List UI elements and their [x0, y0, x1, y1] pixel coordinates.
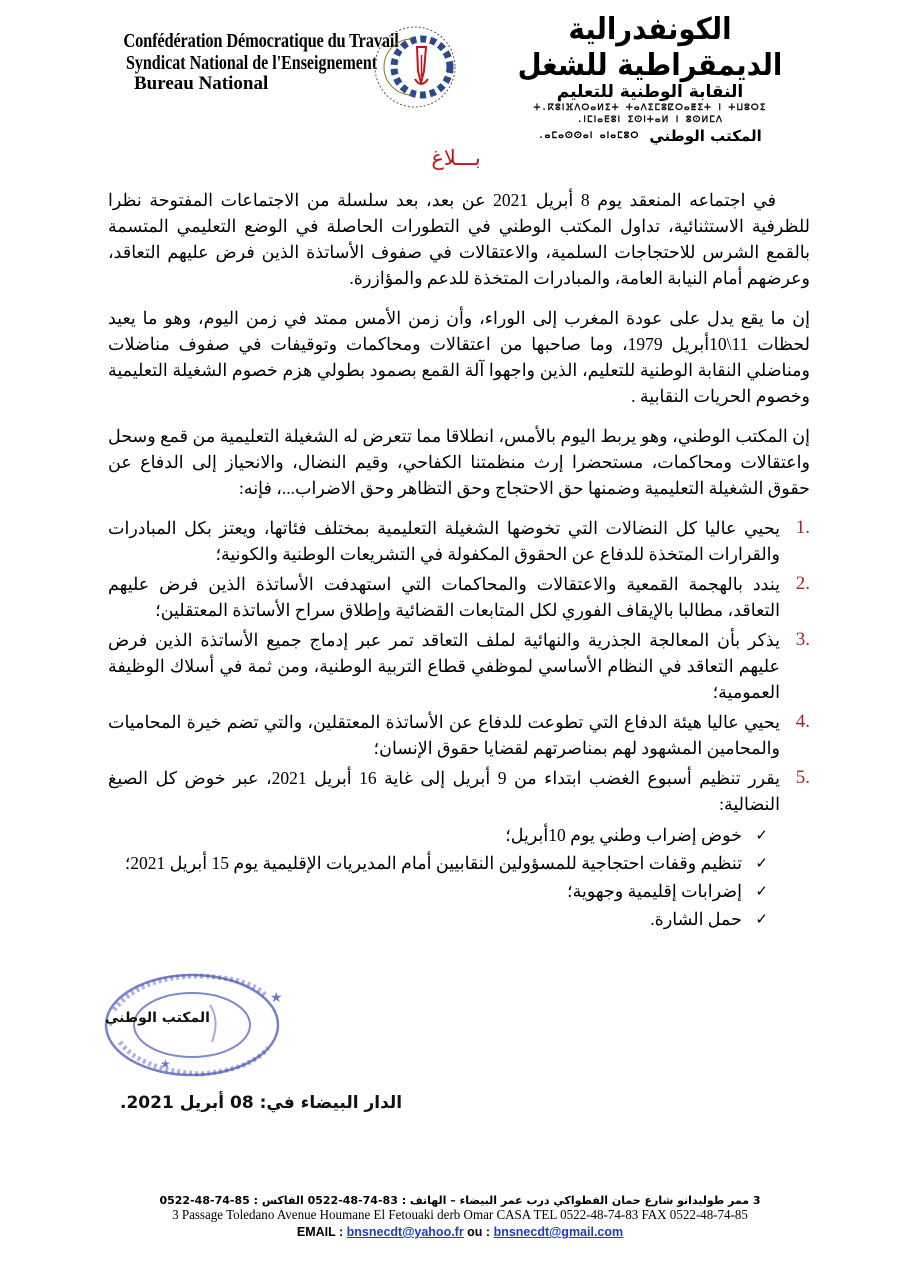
signature-label: المكتب الوطني — [105, 1010, 210, 1026]
document-title: بـــلاغ — [431, 146, 481, 170]
resolution-number: 4. — [795, 711, 810, 732]
syndicate-name-fr: Syndicat National de l'Enseignement — [126, 52, 378, 74]
resolution-item — [108, 515, 810, 567]
svg-text:★: ★ — [270, 990, 283, 1006]
resolution-number: 2. — [795, 573, 810, 594]
svg-text:★: ★ — [160, 1057, 171, 1071]
paragraph-intro: في اجتماعه المنعقد يوم 8 أبريل 2021 عن بعد، بعد سلسلة من الاجتماعات المفتوحة نظرا للظرفية الاستثنائية، تداول المكتب الوطني في التطورات الحاصلة في الوضع التعليمي المتسمة بالقمع الشرس للاحتجاجات السلمية، والاعتقالات في صفوف الأساتذة الذين فرض عليهم التعاقد، وعرضهم أمام النيابة العامة، والمبادرات المتخذة للدعم والمؤازرة. — [108, 190, 810, 288]
confederation-name-fr: Confédération Démocratique du Travail — [123, 30, 399, 52]
resolution-text: يقرر تنظيم أسبوع الغضب ابتداء من 9 أبريل إلى غاية 16 أبريل 2021، عبر خوض كل الصيغ النضالية: — [108, 768, 780, 814]
action-text: تنظيم وقفات احتجاجية للمسؤولين النقابيين أمام المديريات الإقليمية يوم 15 أبريل 2021؛ — [124, 853, 742, 873]
union-logo-icon — [360, 25, 470, 115]
action-item — [108, 821, 768, 849]
paragraph-position: إن المكتب الوطني، وهو يربط اليوم بالأمس، انطلاقا مما تتعرض له الشغيلة التعليمية من قمع وسحل واعتقالات ومحاكمات، مستحضرا إرث منظمتنا الكفاحي، وقيم النضال، والانحياز إلى الدفاع عن حقوق الشغيلة التعليمية وضمنها حق الاحتجاج وحق التظاهر وحق الاضراب...، فإنه: — [108, 426, 810, 498]
action-item — [108, 849, 768, 877]
email-separator: ou : — [463, 1225, 494, 1239]
footer-address-fr: 3 Passage Toledano Avenue Houmane El Fetouaki derb Omar CASA TEL 0522-48-74-83 FAX 0522-48-74-85 — [172, 1208, 748, 1223]
footer — [120, 1193, 800, 1240]
checkmark-icon: ✓ — [755, 826, 768, 844]
checkmark-icon: ✓ — [755, 854, 768, 872]
resolutions-list — [108, 515, 810, 817]
action-item — [108, 905, 768, 933]
checkmark-icon: ✓ — [755, 882, 768, 900]
header-french — [100, 30, 399, 94]
email-link-yahoo[interactable]: bnsnecdt@yahoo.fr — [346, 1225, 464, 1239]
syndicate-name-ar: النقابة الوطنية للتعليم — [556, 82, 744, 102]
footer-address-ar: 3 ممر طوليدانو شارع حمان الفطواكي درب عمر البيضاء – الهاتف : 83-74-48-0522 الفاكس : 85-74-48-0522 — [159, 1194, 761, 1207]
bureau-name-ar: المكتب الوطني — [649, 127, 762, 145]
resolution-number: 1. — [795, 517, 810, 538]
resolution-item — [108, 571, 810, 623]
resolution-item — [108, 709, 810, 761]
email-label: EMAIL : — [296, 1225, 347, 1239]
resolution-text: يحيي عاليا كل النضالات التي تخوضها الشغيلة التعليمية بمختلف فئاتها، ويعتز بكل المبادرات والقرارات المتخذة للدفاع عن الحقوق المكفولة في التشريعات الوطنية والكونية؛ — [108, 518, 780, 564]
action-text: خوض إضراب وطني يوم 10أبريل؛ — [505, 825, 742, 845]
confederation-name-ar: الكونفدرالية الديمقراطية للشغل — [517, 12, 783, 83]
resolution-text: يندد بالهجمة القمعية والاعتقالات والمحاكمات التي استهدفت الأساتذة الذين فرض عليهم التعاقد، مطالبا بالإيقاف الفوري لكل المتابعات القضائية وإطلاق سراح الأساتذة المعتقلين؛ — [108, 574, 780, 620]
action-text: حمل الشارة. — [650, 909, 742, 929]
document-body — [108, 187, 810, 933]
action-text: إضرابات إقليمية وجهوية؛ — [567, 881, 742, 901]
resolution-text: يذكر بأن المعالجة الجذرية والنهائية لملف التعاقد تمر عبر إدماج جميع الأساتذة الذين فرض عليهم التعاقد في النظام الأساسي لموظفي قطاع التربية الوطنية، ومن ثمة في أسلاك الوظيفة العمومية؛ — [108, 630, 780, 702]
syndicate-name-tifinagh: .ⵏⵎⵏⴰⴹⵓⵏ ⵉⵙⵏⵜⴰⵍ ⵏ ⵓⵙⵍⵎⴷ — [576, 115, 724, 125]
action-item — [108, 877, 768, 905]
email-link-gmail[interactable]: bnsnecdt@gmail.com — [493, 1225, 624, 1239]
actions-list — [108, 821, 810, 933]
resolution-item — [108, 627, 810, 705]
resolution-number: 5. — [795, 767, 810, 788]
checkmark-icon: ✓ — [755, 910, 768, 928]
resolution-item — [108, 765, 810, 817]
resolution-text: يحيي عاليا هيئة الدفاع التي تطوعت للدفاع عن الأساتذة المعتقلين، والتي تضم خيرة المحاميات والمحامين المشهود لهم بمناصرتهم لقضايا حقوق الإنسان؛ — [108, 712, 780, 758]
paragraph-history: إن ما يقع يدل على عودة المغرب إلى الوراء، وأن زمن الأمس ممتد في زمن اليوم، وهو ما يعيد لحظات 11\10أبريل 1979، وما صاحبها من اعتقالات ومحاكمات وتوقيفات في صفوف مناضلات ومناضلي النقابة الوطنية للتعليم، الذين واجهوا آلة القمع بصمود بطولي هزم خصوم الشغيلة التعليمية وخصوم الحريات النقابية . — [108, 308, 811, 406]
confederation-name-tifinagh: ⵜ.ⴽⵓⵏⴼⴷⵔⴰⵍⵉⵜ ⵜⴰⴷⵉⵎⵓⵇⵔⴰⵟⵉⵜ ⵏ ⵜⵡⵓⵔⵉ — [533, 103, 767, 113]
date-line: الدار البيضاء في: 08 أبريل 2021. — [120, 1093, 403, 1113]
bureau-name-fr: Bureau National — [134, 73, 269, 94]
header-arabic — [480, 12, 820, 145]
bureau-name-tifinagh: .ⴰⵎⴰⵙⵙⴰⵏ ⴰⵏⴰⵎⵓⵔ — [538, 131, 640, 141]
resolution-number: 3. — [795, 629, 810, 650]
footer-email — [120, 1224, 800, 1240]
